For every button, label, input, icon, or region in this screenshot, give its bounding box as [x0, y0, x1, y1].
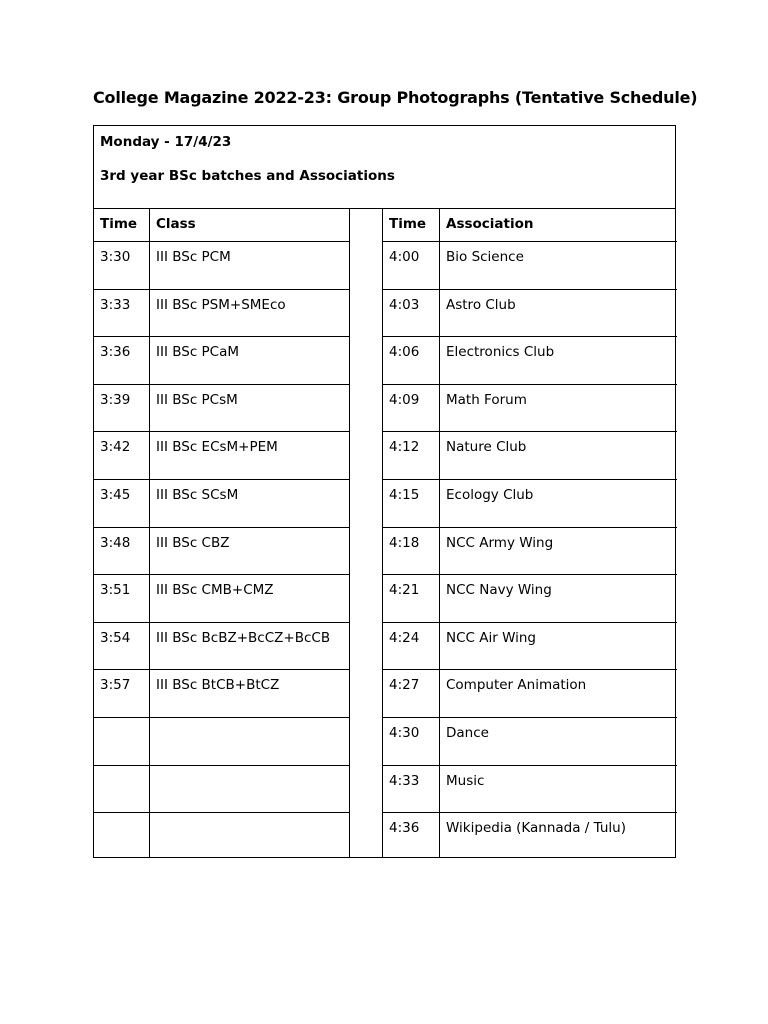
- schedule-day: Monday - 17/4/23: [100, 134, 232, 150]
- association-name-cell: Astro Club: [446, 296, 516, 313]
- association-name-cell: Nature Club: [446, 439, 527, 456]
- class-time-cell: 3:57: [100, 677, 131, 694]
- row-divider: [383, 241, 677, 242]
- row-divider: [94, 384, 350, 385]
- class-name-cell: III BSc BcBZ+BcCZ+BcCB: [156, 629, 331, 646]
- row-divider: [383, 717, 677, 718]
- association-name-cell: Bio Science: [446, 249, 524, 265]
- class-time-cell: 3:42: [100, 439, 131, 456]
- class-time-cell: 3:36: [100, 344, 131, 361]
- association-time-cell: 4:12: [389, 439, 420, 456]
- class-time-cell: 3:30: [100, 249, 131, 265]
- row-divider: [383, 622, 677, 623]
- association-time-cell: 4:33: [389, 772, 420, 789]
- row-divider: [383, 384, 677, 385]
- association-name-cell: Music: [446, 772, 485, 789]
- association-time-cell: 4:18: [389, 534, 420, 551]
- class-name-cell: III BSc PCM: [156, 249, 231, 265]
- association-time-cell: 4:21: [389, 582, 420, 599]
- class-time-cell: 3:39: [100, 391, 131, 408]
- association-time-cell: 4:27: [389, 677, 420, 694]
- association-name-cell: Wikipedia (Kannada / Tulu): [446, 820, 626, 837]
- row-divider: [383, 336, 677, 337]
- association-name-cell: NCC Army Wing: [446, 534, 554, 551]
- class-name-cell: III BSc SCsM: [156, 487, 239, 503]
- schedule-table: [93, 125, 676, 858]
- column-divider: [439, 209, 440, 857]
- row-divider: [383, 812, 677, 813]
- row-divider: [383, 289, 677, 290]
- association-time-cell: 4:30: [389, 725, 420, 741]
- association-name-cell: Electronics Club: [446, 344, 555, 361]
- class-name-cell: III BSc PCsM: [156, 391, 238, 408]
- row-divider: [94, 431, 350, 432]
- association-time-cell: 4:36: [389, 820, 420, 837]
- row-divider: [383, 431, 677, 432]
- association-name-cell: Computer Animation: [446, 677, 587, 694]
- row-divider: [94, 336, 350, 337]
- association-time-cell: 4:09: [389, 391, 420, 408]
- document-title: College Magazine 2022-23: Group Photographs (Tentative Schedule): [93, 88, 698, 107]
- class-name-cell: III BSc PSM+SMEco: [156, 296, 286, 313]
- association-time-header: Time: [389, 216, 427, 232]
- row-divider: [94, 289, 350, 290]
- association-name-cell: NCC Air Wing: [446, 629, 536, 646]
- schedule-subtitle: 3rd year BSc batches and Associations: [100, 168, 395, 184]
- row-divider: [94, 622, 350, 623]
- class-time-cell: 3:48: [100, 534, 131, 551]
- class-time-cell: 3:51: [100, 582, 131, 599]
- column-divider: [349, 209, 350, 857]
- row-divider: [383, 765, 677, 766]
- row-divider: [383, 669, 677, 670]
- association-name-header: Association: [446, 216, 534, 232]
- class-time-cell: 3:54: [100, 629, 131, 646]
- class-name-cell: III BSc BtCB+BtCZ: [156, 677, 280, 694]
- column-divider: [382, 209, 383, 857]
- association-time-cell: 4:00: [389, 249, 420, 265]
- association-time-cell: 4:24: [389, 629, 420, 646]
- row-divider: [383, 527, 677, 528]
- row-divider: [94, 669, 350, 670]
- class-name-cell: III BSc CBZ: [156, 534, 230, 551]
- class-time-header: Time: [100, 216, 138, 232]
- row-divider: [94, 717, 350, 718]
- row-divider: [383, 479, 677, 480]
- schedule-header: [94, 126, 675, 209]
- association-name-cell: Math Forum: [446, 391, 527, 408]
- row-divider: [94, 812, 350, 813]
- class-name-cell: III BSc ECsM+PEM: [156, 439, 278, 456]
- association-name-cell: NCC Navy Wing: [446, 582, 552, 599]
- row-divider: [94, 241, 350, 242]
- association-name-cell: Dance: [446, 725, 489, 741]
- association-time-cell: 4:06: [389, 344, 420, 361]
- association-name-cell: Ecology Club: [446, 487, 534, 503]
- row-divider: [94, 527, 350, 528]
- class-name-cell: III BSc PCaM: [156, 344, 240, 361]
- row-divider: [94, 574, 350, 575]
- row-divider: [94, 479, 350, 480]
- class-name-header: Class: [156, 216, 196, 232]
- association-time-cell: 4:03: [389, 296, 420, 313]
- row-divider: [94, 765, 350, 766]
- class-time-cell: 3:45: [100, 487, 131, 503]
- class-name-cell: III BSc CMB+CMZ: [156, 582, 274, 599]
- class-time-cell: 3:33: [100, 296, 131, 313]
- column-divider: [149, 209, 150, 857]
- row-divider: [383, 574, 677, 575]
- association-time-cell: 4:15: [389, 487, 420, 503]
